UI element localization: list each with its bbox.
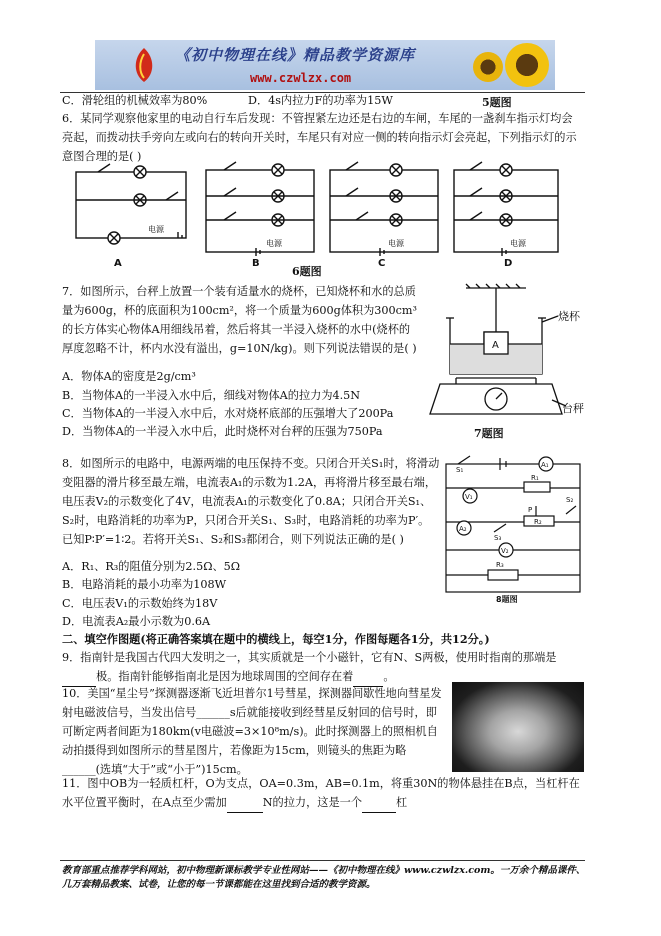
q6-diagram-label-a: A bbox=[114, 258, 122, 269]
q8-text: 8．如图所示的电路中，电源两端的电压保持不变。只闭合开关S₁时，将滑动变阻器的滑片移至最左端，电流表A₁的示数为1.2A，再将滑片移至最右端，电压表V₂的示数变化了4V，电流表A₁的示数变化了0.8A；只闭合开关S₁、S₂时，电路消耗的功率为P，只闭合开关S₁、S₃时，电路消耗的功率为P′。已知P∶P′=1∶2。若将开关S₁、S₂和S₃都闭合，则下列说法正确的是( ) bbox=[62, 457, 440, 546]
q11-text-c: 杠 bbox=[396, 796, 408, 809]
q11-text-a: 11．图中OB为一轻质杠杆，O为支点，OA=0.3m，AB=0.1m，将重30N的物体悬挂在B点，当杠杆在水平位置平衡时，在A点至少需加 bbox=[62, 777, 580, 809]
q11-text-b: N的拉力，这是一个 bbox=[262, 796, 363, 809]
q8-label-r3: R₃ bbox=[496, 561, 504, 569]
footer bbox=[62, 864, 602, 892]
footer-line-1: 教育部重点推荐学科网站，初中物理新课标教学专业性网站——《初中物理在线》www.czwlzx.com。一万余个精品课件、 bbox=[62, 865, 586, 876]
footer-line-2: 几万套精品教案、试卷，让您的每一节课都能在这里找到合适的教学资源。 bbox=[62, 879, 376, 890]
q6-circuit-diagrams bbox=[66, 160, 586, 274]
q8-label-r1: R₁ bbox=[531, 474, 539, 482]
q8-figure-caption: 8题图 bbox=[496, 595, 518, 604]
q8-label-s3: S₃ bbox=[494, 534, 502, 542]
q6-figure-caption: 6题图 bbox=[292, 265, 322, 278]
q7-scale-label: 台秤 bbox=[562, 402, 584, 415]
q6-power-label: 电源 bbox=[388, 239, 404, 248]
q6-power-label: 电源 bbox=[148, 225, 164, 234]
q7-option-c: C．当物体A的一半浸入水中后，水对烧杯底部的压强增大了200Pa bbox=[62, 407, 394, 420]
q8-option-d: D．电流表A₂最小示数为0.6A bbox=[62, 615, 211, 628]
q8-label-a1: A₁ bbox=[541, 461, 549, 469]
q7-object-label: A bbox=[492, 340, 499, 351]
q7-option-d: D．当物体A的一半浸入水中后，此时烧杯对台秤的压强为750Pa bbox=[62, 425, 383, 438]
banner-url[interactable]: www.czwlzx.com bbox=[250, 71, 352, 85]
q8-label-p: P bbox=[528, 506, 533, 514]
header-banner bbox=[95, 40, 555, 90]
q8-label-v2: V₂ bbox=[501, 547, 509, 555]
q5-option-d: D．4s内拉力F的功率为15W bbox=[248, 94, 393, 107]
q8-option-c: C．电压表V₁的示数始终为18V bbox=[62, 597, 218, 610]
sunflower-icon bbox=[473, 52, 503, 82]
sunflower-icon bbox=[505, 43, 549, 87]
q9-text-b: 极。指南针能够指南北是因为地球周围的空间存在着 bbox=[96, 670, 354, 683]
q8-label-s1: S₁ bbox=[456, 466, 464, 474]
q8-label-s2: S₂ bbox=[566, 496, 574, 504]
q5-figure-caption: 5题图 bbox=[482, 96, 512, 109]
q10-text: 10．美国“星尘号”探测器逐渐飞近坦普尔1号彗星，探测器间歇性地向彗星发射电磁波信号，当发出信号______s后就能接收到经彗星反射回的信号时，即可断定两者间距为180km(v电磁波=3×10⁸m/s)。此时探测器上的照相机自动拍摄得到如图所示的彗星图片，若像距为15cm，则镜头的焦距为略______(选填“大于”或“小于”)15cm。 bbox=[62, 687, 442, 776]
q6-diagram-label-c: C bbox=[378, 258, 386, 269]
q8-option-a: A．R₁、R₃的阻值分别为2.5Ω、5Ω bbox=[62, 560, 241, 573]
q6-power-label: 电源 bbox=[266, 239, 282, 248]
q11-blank-1[interactable] bbox=[227, 793, 263, 813]
q11-blank-2[interactable] bbox=[362, 793, 396, 813]
section2-heading: 二、填空作图题(将正确答案填在题中的横线上，每空1分，作图每题各1分，共12分。) bbox=[62, 632, 490, 646]
q7-text: 7．如图所示，台秤上放置一个装有适量水的烧杯，已知烧杯和水的总质量为600g，杯的底面积为100cm²，将一个质量为600g体积为300cm³的长方体实心物体A用细线吊着，然后将其一半浸入烧杯的水中(烧杯的厚度忽略不计，杯内水没有溢出，g=10N/kg)。则下列说法错误的是( ) bbox=[62, 285, 418, 355]
q5-option-c: C．滑轮组的机械效率为80% bbox=[62, 94, 208, 107]
comet-photo bbox=[452, 682, 584, 772]
q6-diagram-label-d: D bbox=[504, 258, 513, 269]
q6-diagram-label-b: B bbox=[252, 258, 260, 269]
q8-label-a2: A₂ bbox=[459, 525, 467, 533]
q7-figure bbox=[426, 282, 586, 432]
q7-beaker-label: 烧杯 bbox=[558, 310, 580, 323]
q11-text bbox=[62, 774, 582, 813]
q8-label-r2: R₂ bbox=[534, 518, 542, 526]
logo-icon bbox=[131, 46, 157, 84]
q9-text-c: 。 bbox=[383, 670, 395, 683]
q9-text-a: 9．指南针是我国古代四大发明之一，其实质就是一个小磁针，它有N、S两极，使用时指南的那端是 bbox=[62, 651, 557, 664]
q7-option-a: A．物体A的密度是2g/cm³ bbox=[62, 370, 196, 383]
q7-option-b: B．当物体A的一半浸入水中后，细线对物体A的拉力为4.5N bbox=[62, 389, 361, 402]
footer-divider bbox=[60, 860, 585, 861]
q8-option-b: B．电路消耗的最小功率为108W bbox=[62, 578, 227, 591]
q8-label-v1: V₁ bbox=[465, 493, 473, 501]
q6-text: 6．某同学观察他家里的电动自行车后发现：不管捏紧左边还是右边的车闸，车尾的一盏刹车指示灯均会亮起，而拨动扶手旁向左或向右的转向开关时，车尾只有对应一侧的转向指示灯会亮起，下列指示灯的示意图合理的是( ) bbox=[62, 112, 577, 163]
banner-title: 《初中物理在线》精品教学资源库 bbox=[175, 46, 416, 64]
q6-power-label: 电源 bbox=[510, 239, 526, 248]
q7-figure-caption: 7题图 bbox=[474, 427, 504, 440]
q8-circuit-figure bbox=[440, 452, 586, 604]
